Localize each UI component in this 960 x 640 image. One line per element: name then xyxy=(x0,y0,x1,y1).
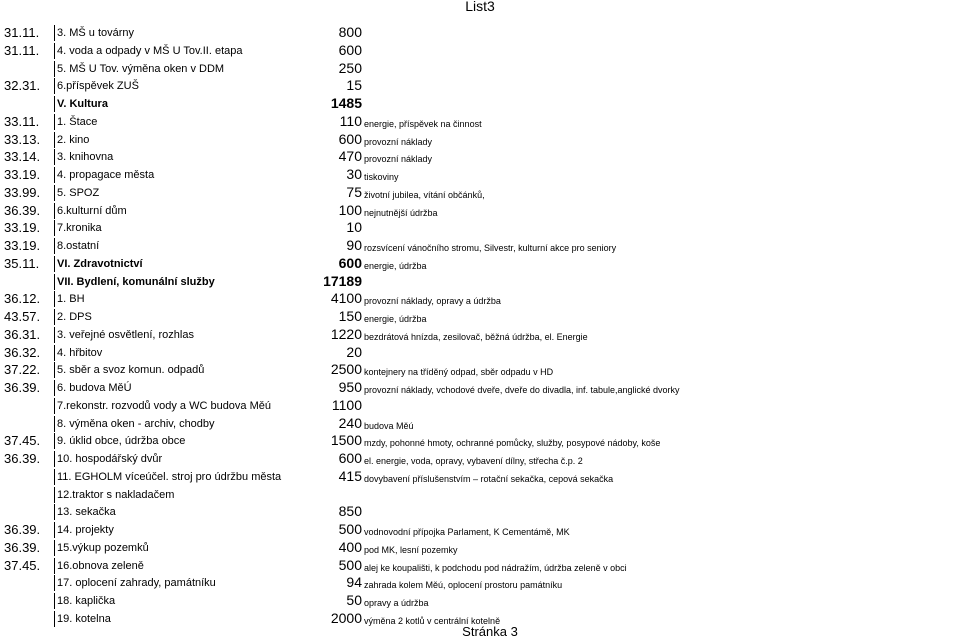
cell-divider xyxy=(54,575,55,591)
amount-value: 600 xyxy=(338,450,362,466)
table-row xyxy=(0,290,960,307)
account-code: 33.11. xyxy=(4,113,40,129)
account-code: 37.22. xyxy=(4,362,41,378)
table-row xyxy=(0,503,960,520)
cell-divider xyxy=(54,96,55,112)
item-note: energie, příspěvek na činnost xyxy=(364,118,482,129)
item-label: 15.výkup pozemků xyxy=(57,541,149,554)
item-label: 6. budova MěÚ xyxy=(57,382,132,394)
table-row xyxy=(0,592,960,609)
item-label: 5. SPOZ xyxy=(57,186,100,199)
cell-divider xyxy=(54,345,55,361)
item-note: dovybavení příslušenstvím – rotační sekačka, cepová sekačka xyxy=(364,473,614,484)
amount-value: 20 xyxy=(346,343,362,360)
table-row xyxy=(0,148,960,165)
item-note: mzdy, pohonné hmoty, ochranné pomůcky, služby, posypové nádoby, koše xyxy=(364,438,661,449)
cell-divider xyxy=(54,274,55,290)
account-code: 33.14. xyxy=(4,149,41,165)
table-row xyxy=(0,24,960,41)
cell-divider xyxy=(54,398,55,414)
item-label: 16.obnova zeleně xyxy=(57,559,144,572)
item-label: 6.kulturní dům xyxy=(57,204,127,217)
table-row xyxy=(0,468,960,485)
item-label: 3. MŠ u továrny xyxy=(57,27,135,39)
amount-value: 1220 xyxy=(330,325,362,342)
item-label: 19. kotelna xyxy=(57,612,111,625)
amount-value: 1500 xyxy=(330,432,362,449)
table-row xyxy=(0,131,960,148)
item-label: 10. hospodářský dvůr xyxy=(57,453,163,465)
cell-divider xyxy=(54,185,55,201)
item-note: el. energie, voda, opravy, vybavení dílny, střecha č.p. 2 xyxy=(364,456,583,466)
amount-value: 600 xyxy=(338,130,362,147)
cell-divider xyxy=(54,114,55,130)
amount-value: 470 xyxy=(338,148,362,165)
item-note: nejnutnější údržba xyxy=(364,207,438,218)
amount-value: 17189 xyxy=(323,272,362,289)
amount-value: 100 xyxy=(338,201,362,218)
account-code: 33.19. xyxy=(4,220,41,236)
item-note: kontejnery na tříděný odpad, sběr odpadu v HD xyxy=(364,367,554,378)
account-code: 43.57. xyxy=(4,309,41,324)
amount-value: 1485 xyxy=(330,95,362,111)
item-label: 6.příspěvek ZUŠ xyxy=(57,80,139,93)
amount-value: 415 xyxy=(338,467,362,484)
item-label: 14. projekty xyxy=(57,524,114,536)
item-note: energie, údržba xyxy=(364,260,427,271)
table-row xyxy=(0,42,960,59)
amount-value: 240 xyxy=(338,414,362,431)
amount-value: 250 xyxy=(338,59,362,76)
item-note: zahrada kolem Měú, oplocení prostoru památníku xyxy=(364,580,563,591)
item-note: pod MK, lesní pozemky xyxy=(364,544,458,555)
item-label: 4. voda a odpady v MŠ U Tov.II. etapa xyxy=(57,44,243,57)
cell-divider xyxy=(54,451,55,467)
table-row xyxy=(0,415,960,432)
item-label: 3. knihovna xyxy=(57,151,114,164)
table-row xyxy=(0,557,960,574)
cell-divider xyxy=(54,362,55,378)
budget-table xyxy=(0,24,960,626)
table-row xyxy=(0,397,960,414)
item-note: provozní náklady xyxy=(364,136,433,147)
table-row xyxy=(0,326,960,343)
amount-value: 75 xyxy=(346,183,362,200)
item-note: provozní náklady, vchodové dveře, dveře do divadla, inf. tabule,anglické dvorky xyxy=(364,385,680,395)
table-row xyxy=(0,95,960,112)
amount-value: 850 xyxy=(338,503,362,520)
item-label: VI. Zdravotnictví xyxy=(57,257,143,270)
amount-value: 600 xyxy=(338,254,362,271)
cell-divider xyxy=(54,61,55,77)
sheet-title: List3 xyxy=(465,0,495,14)
item-note: budova Měú xyxy=(364,420,414,431)
table-row xyxy=(0,486,960,503)
cell-divider xyxy=(54,291,55,307)
cell-divider xyxy=(54,256,55,272)
cell-divider xyxy=(54,504,55,520)
cell-divider xyxy=(54,469,55,485)
table-row xyxy=(0,77,960,94)
account-code: 36.39. xyxy=(4,451,41,466)
item-label: 2. kino xyxy=(57,133,90,146)
item-label: 9. úklid obce, údržba obce xyxy=(57,435,186,448)
cell-divider xyxy=(54,25,55,41)
amount-value: 15 xyxy=(346,77,362,94)
item-note: tiskoviny xyxy=(364,172,399,182)
table-row xyxy=(0,521,960,538)
account-code: 31.11. xyxy=(4,25,40,40)
cell-divider xyxy=(54,593,55,609)
item-label: 17. oplocení zahrady, památníku xyxy=(57,577,216,590)
account-code: 36.39. xyxy=(4,380,41,395)
account-code: 36.39. xyxy=(4,202,41,218)
item-note: provozní náklady, opravy a údržba xyxy=(364,296,501,307)
table-row xyxy=(0,255,960,272)
account-code: 37.45. xyxy=(4,433,41,449)
table-row xyxy=(0,237,960,254)
item-note: opravy a údržba xyxy=(364,598,429,608)
account-code: 32.31. xyxy=(4,78,41,94)
amount-value: 30 xyxy=(346,166,362,182)
table-row xyxy=(0,361,960,378)
account-code: 33.19. xyxy=(4,167,41,182)
cell-divider xyxy=(54,522,55,538)
cell-divider xyxy=(54,78,55,94)
page-footer: Stránka 3 xyxy=(462,624,518,639)
item-note: výměna 2 kotlů v centrální kotelně xyxy=(364,615,501,626)
item-label: 18. kaplička xyxy=(57,595,116,607)
cell-divider xyxy=(54,309,55,325)
item-label: 13. sekačka xyxy=(57,506,116,519)
item-label: 5. MŠ U Tov. výměna oken v DDM xyxy=(57,62,225,75)
account-code: 36.31. xyxy=(4,326,41,342)
table-row xyxy=(0,113,960,130)
amount-value: 2500 xyxy=(330,361,362,378)
amount-value: 90 xyxy=(346,237,362,253)
cell-divider xyxy=(54,380,55,396)
cell-divider xyxy=(54,238,55,254)
table-row xyxy=(0,450,960,467)
amount-value: 500 xyxy=(338,556,362,573)
amount-value: 800 xyxy=(338,24,362,40)
amount-value: 400 xyxy=(338,538,362,555)
table-row xyxy=(0,344,960,361)
item-label: 8. výměna oken - archiv, chodby xyxy=(57,417,215,430)
item-label: 1. Štace xyxy=(57,115,98,128)
account-code: 35.11. xyxy=(4,255,40,271)
cell-divider xyxy=(54,203,55,219)
table-row xyxy=(0,202,960,219)
item-note: energie, údržba xyxy=(364,314,427,324)
account-code: 33.19. xyxy=(4,238,41,253)
amount-value: 10 xyxy=(346,219,362,236)
table-row xyxy=(0,379,960,396)
account-code: 31.11. xyxy=(4,42,40,58)
item-note: rozsvícení vánočního stromu, Silvestr, kulturní akce pro seniory xyxy=(364,243,617,253)
cell-divider xyxy=(54,433,55,449)
cell-divider xyxy=(54,43,55,59)
amount-value: 500 xyxy=(338,521,362,537)
item-label: 12.traktor s nakladačem xyxy=(57,488,175,501)
cell-divider xyxy=(54,132,55,148)
item-label: 8.ostatní xyxy=(57,240,100,252)
amount-value: 150 xyxy=(338,308,362,324)
cell-divider xyxy=(54,327,55,343)
table-row xyxy=(0,539,960,556)
account-code: 36.32. xyxy=(4,344,41,360)
item-note: alej ke koupališti, k podchodu pod nádražím, údržba zeleně v obci xyxy=(364,562,627,573)
item-note: životní jubilea, vítání občánků, xyxy=(364,189,485,200)
amount-value xyxy=(270,486,362,503)
item-note: vodnovodní přípojka Parlament, K Cementámě, MK xyxy=(364,527,570,537)
amount-value: 600 xyxy=(338,41,362,58)
table-row xyxy=(0,184,960,201)
account-code: 33.13. xyxy=(4,131,41,147)
cell-divider xyxy=(54,558,55,574)
table-row xyxy=(0,308,960,325)
cell-divider xyxy=(54,149,55,165)
amount-value: 1100 xyxy=(331,396,362,413)
item-label: 4. hřbitov xyxy=(57,346,103,359)
amount-value: 950 xyxy=(338,379,362,395)
table-row xyxy=(0,60,960,77)
amount-value: 94 xyxy=(346,574,362,591)
amount-value: 4100 xyxy=(330,290,362,307)
item-note: provozní náklady xyxy=(364,154,433,165)
table-row xyxy=(0,219,960,236)
account-code: 33.99. xyxy=(4,184,41,200)
item-note: bezdrátová hnízda, zesilovač, běžná údržba, el. Energie xyxy=(364,331,588,342)
table-row xyxy=(0,574,960,591)
item-label: 5. sběr a svoz komun. odpadů xyxy=(57,364,205,377)
cell-divider xyxy=(54,416,55,432)
item-label: VII. Bydlení, komunální služby xyxy=(57,275,215,288)
cell-divider xyxy=(54,487,55,503)
item-label: 11. EGHOLM víceúčel. stroj pro údržbu města xyxy=(57,470,282,483)
amount-value: 2000 xyxy=(330,609,362,626)
table-row xyxy=(0,273,960,290)
table-row xyxy=(0,432,960,449)
amount-value: 50 xyxy=(346,592,362,608)
cell-divider xyxy=(54,167,55,183)
account-code: 37.45. xyxy=(4,557,41,573)
item-label: V. Kultura xyxy=(57,98,108,110)
item-label: 7.kronika xyxy=(57,222,102,235)
cell-divider xyxy=(54,220,55,236)
item-label: 3. veřejné osvětlení, rozhlas xyxy=(57,328,194,341)
table-row xyxy=(0,166,960,183)
account-code: 36.39. xyxy=(4,539,41,555)
account-code: 36.39. xyxy=(4,522,41,537)
item-label: 2. DPS xyxy=(57,311,92,323)
account-code: 36.12. xyxy=(4,291,41,307)
item-label: 1. BH xyxy=(57,293,85,306)
cell-divider xyxy=(54,540,55,556)
item-label: 7.rekonstr. rozvodů vody a WC budova Měú xyxy=(57,399,271,412)
amount-value: 110 xyxy=(339,112,362,129)
item-label: 4. propagace města xyxy=(57,169,155,181)
